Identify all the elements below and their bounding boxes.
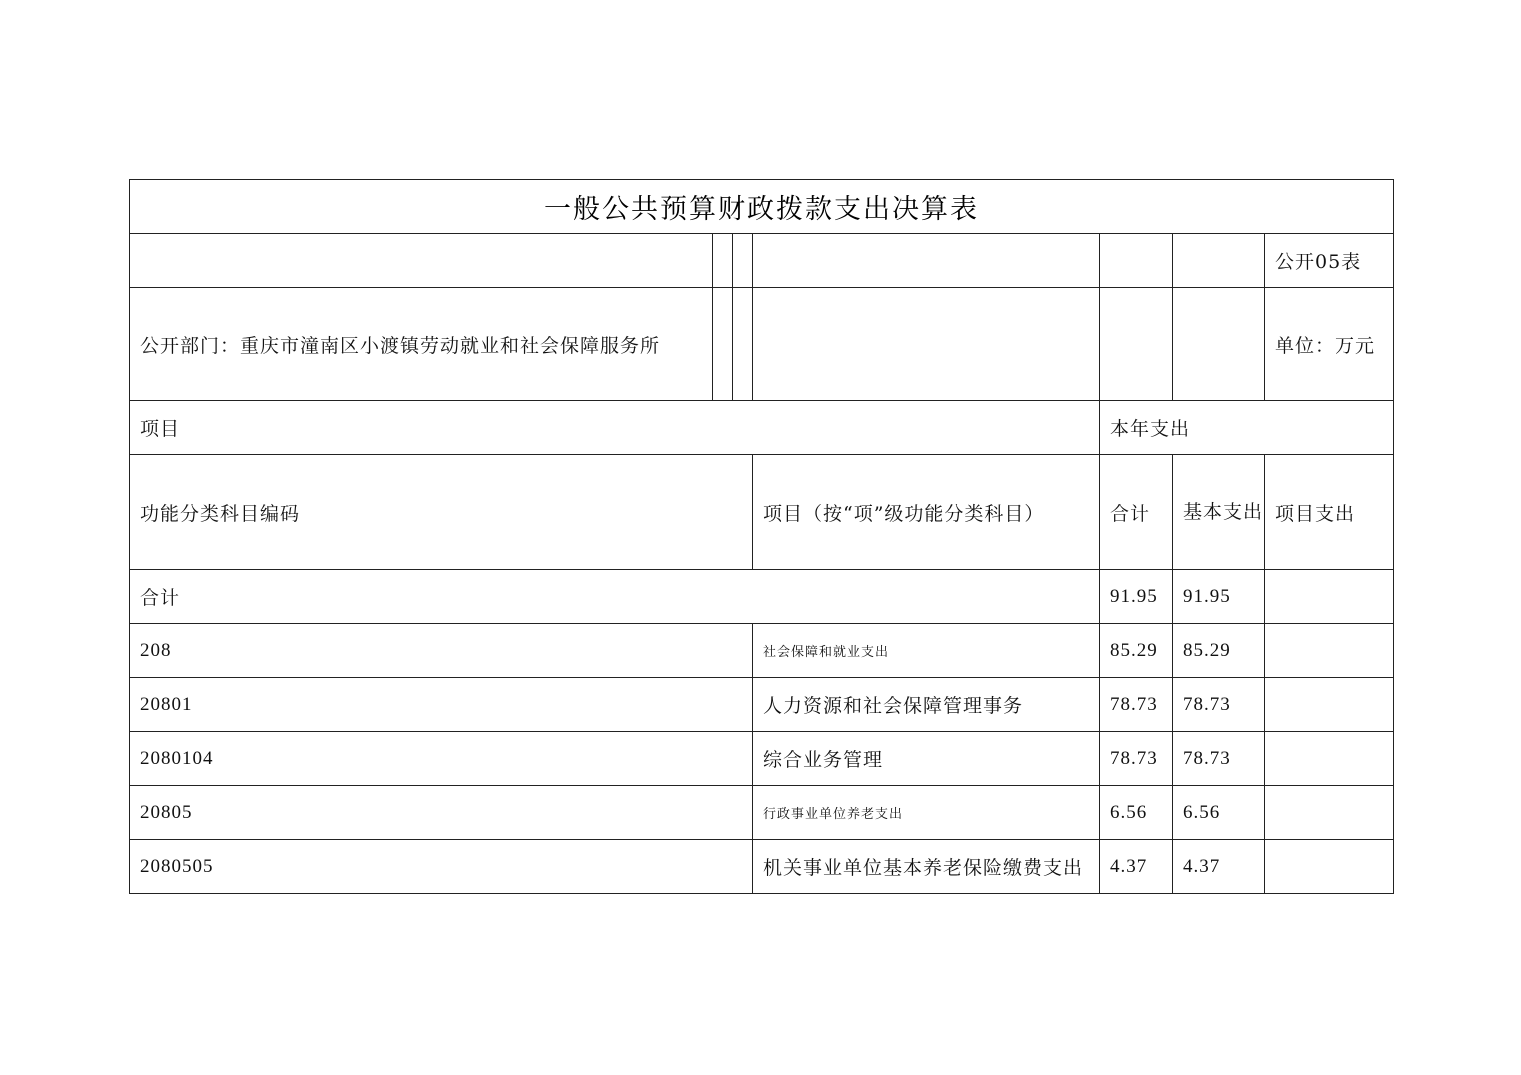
row-name: 机关事业单位基本养老保险缴费支出 <box>753 840 1100 894</box>
row-total: 85.29 <box>1100 624 1173 678</box>
row-name: 人力资源和社会保障管理事务 <box>753 678 1100 732</box>
row-basic: 78.73 <box>1173 732 1265 786</box>
total-header: 合计 <box>1100 455 1173 570</box>
total-row <box>130 570 1394 624</box>
item-name-header: 项目（按“项”级功能分类科目） <box>753 455 1100 570</box>
row-name: 综合业务管理 <box>753 732 1100 786</box>
row-code: 208 <box>130 624 753 678</box>
empty-cell <box>1100 234 1173 288</box>
row-code: 2080505 <box>130 840 753 894</box>
current-year-expense-header: 本年支出 <box>1100 401 1394 455</box>
total-row-total: 91.95 <box>1100 570 1173 624</box>
empty-cell <box>753 288 1100 401</box>
row-name: 社会保障和就业支出 <box>753 624 1100 678</box>
row-basic: 4.37 <box>1173 840 1265 894</box>
total-row-project <box>1265 570 1394 624</box>
budget-table <box>129 179 1394 894</box>
empty-cell <box>753 234 1100 288</box>
row-project <box>1265 678 1394 732</box>
department-row <box>130 288 1394 401</box>
table-row <box>130 786 1394 840</box>
table-row <box>130 840 1394 894</box>
table-row <box>130 732 1394 786</box>
row-basic: 85.29 <box>1173 624 1265 678</box>
row-total: 78.73 <box>1100 732 1173 786</box>
project-expense-header: 项目支出 <box>1265 455 1394 570</box>
row-project <box>1265 786 1394 840</box>
empty-cell <box>1173 288 1265 401</box>
section-header-row <box>130 401 1394 455</box>
empty-cell <box>1100 288 1173 401</box>
basic-expense-header: 基本支出 <box>1173 455 1265 570</box>
empty-cell <box>733 288 753 401</box>
row-project <box>1265 732 1394 786</box>
row-total: 78.73 <box>1100 678 1173 732</box>
title-row <box>130 180 1394 234</box>
row-total: 4.37 <box>1100 840 1173 894</box>
empty-cell <box>130 234 713 288</box>
column-header-row <box>130 455 1394 570</box>
row-project <box>1265 624 1394 678</box>
total-row-basic: 91.95 <box>1173 570 1265 624</box>
row-project <box>1265 840 1394 894</box>
empty-cell <box>713 288 733 401</box>
empty-cell <box>1173 234 1265 288</box>
table-row <box>130 678 1394 732</box>
empty-cell <box>733 234 753 288</box>
empty-cell <box>713 234 733 288</box>
total-row-label: 合计 <box>130 570 1100 624</box>
row-code: 2080104 <box>130 732 753 786</box>
row-code: 20801 <box>130 678 753 732</box>
unit-label: 单位：万元 <box>1265 288 1394 401</box>
form-number-row <box>130 234 1394 288</box>
table-row <box>130 624 1394 678</box>
table-title: 一般公共预算财政拨款支出决算表 <box>130 180 1394 234</box>
row-basic: 6.56 <box>1173 786 1265 840</box>
department-label: 公开部门：重庆市潼南区小渡镇劳动就业和社会保障服务所 <box>130 288 713 401</box>
code-header: 功能分类科目编码 <box>130 455 753 570</box>
row-name: 行政事业单位养老支出 <box>753 786 1100 840</box>
row-total: 6.56 <box>1100 786 1173 840</box>
form-number: 公开05表 <box>1265 234 1394 288</box>
row-basic: 78.73 <box>1173 678 1265 732</box>
row-code: 20805 <box>130 786 753 840</box>
project-header: 项目 <box>130 401 1100 455</box>
